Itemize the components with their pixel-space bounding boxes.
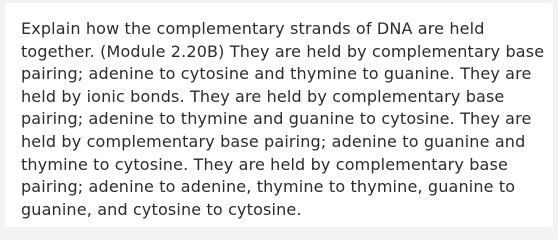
question-text: Explain how the complementary strands of DNA are held together. (Module 2.20B) They are held by complementary base pairing; adenine to cytosine and thymine to guanine. They are held by ionic bonds. They are held by complementary base pairing; adenine to thymine and guanine to cytosine. They are held by complementary base pairing; adenine to guanine and thymine to cytosine. They are held by complementary base pairing; adenine to adenine, thymine to thymine, guanine to guanine, and cytosine to cytosine. (21, 19, 545, 219)
question-card (5, 3, 553, 227)
